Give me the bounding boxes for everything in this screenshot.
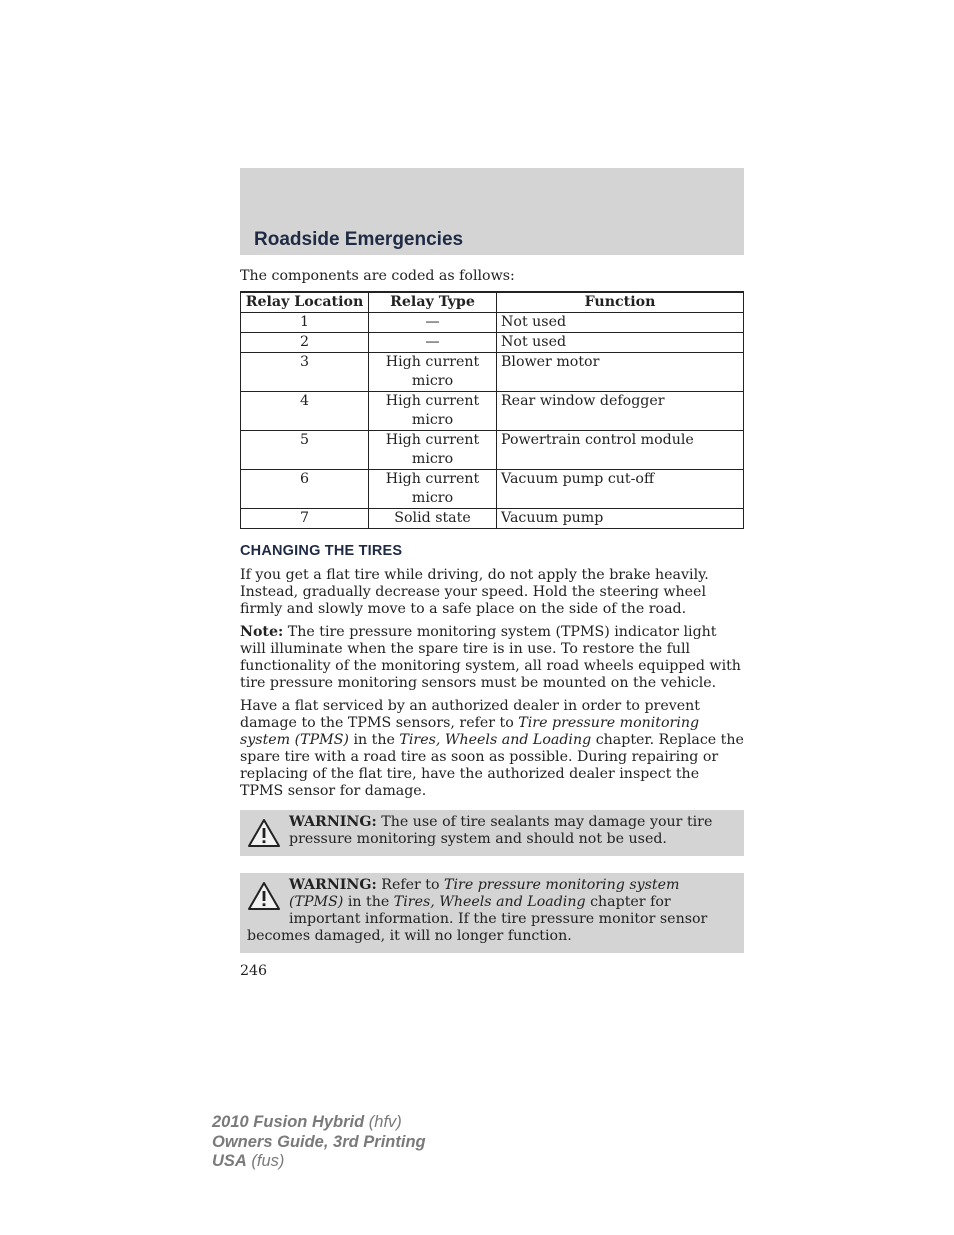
relay-type-cell: High current micro (369, 470, 497, 509)
warning-text: in the (343, 894, 394, 910)
warning-label: WARNING: (289, 877, 377, 893)
page-number: 246 (240, 963, 268, 979)
warning-text: chapter for important information. If the tire pressure monitor sensor becomes damaged, it will no longer function. (247, 894, 708, 944)
function-cell: Not used (497, 313, 744, 333)
relay-location-cell: 7 (241, 509, 369, 529)
section-heading: CHANGING THE TIRES (240, 543, 403, 559)
note-label: Note: (240, 624, 284, 640)
relay-location-cell: 4 (241, 392, 369, 431)
column-header-function: Function (497, 292, 744, 313)
warning-triangle-icon (247, 818, 281, 848)
column-header-relay-type: Relay Type (369, 292, 497, 313)
footer-guide: Owners Guide, 3rd Printing (212, 1132, 426, 1151)
warning-triangle-icon (247, 881, 281, 911)
warning-box (240, 810, 744, 856)
function-cell: Vacuum pump (497, 509, 744, 529)
table-row (241, 333, 744, 353)
warning-box (240, 873, 744, 953)
intro-text: The components are coded as follows: (240, 268, 515, 284)
relay-type-cell: Solid state (369, 509, 497, 529)
table-row (241, 353, 744, 392)
function-cell: Powertrain control module (497, 431, 744, 470)
relay-type-cell: — (369, 333, 497, 353)
table-row (241, 313, 744, 333)
paragraph-flat-tire: If you get a flat tire while driving, do not apply the brake heavily. Instead, gradually decrease your speed. Hold the steering wheel firmly and slowly move to a safe place on the side of the road. (240, 567, 709, 617)
table-header-row (241, 292, 744, 313)
paragraph-note (240, 624, 744, 692)
relay-location-cell: 6 (241, 470, 369, 509)
function-cell: Vacuum pump cut-off (497, 470, 744, 509)
function-cell: Rear window defogger (497, 392, 744, 431)
header-band (240, 168, 744, 255)
table-row (241, 509, 744, 529)
footer-model-code: (hfv) (364, 1113, 402, 1131)
relay-type-cell: — (369, 313, 497, 333)
reference-link-chapter: Tires, Wheels and Loading (393, 894, 586, 910)
footer-market: USA (212, 1152, 247, 1170)
warning-text: The use of tire sealants may damage your tire pressure monitoring system and should not be used. (289, 814, 713, 847)
footer-line-model (212, 1113, 426, 1133)
function-cell: Blower motor (497, 353, 744, 392)
document-footer (212, 1113, 426, 1172)
relay-type-cell: High current micro (369, 392, 497, 431)
footer-line-market (212, 1152, 426, 1172)
footer-line-guide (212, 1133, 426, 1153)
relay-type-cell: High current micro (369, 353, 497, 392)
footer-model: 2010 Fusion Hybrid (212, 1113, 365, 1131)
note-text: The tire pressure monitoring system (TPMS) indicator light will illuminate when the spare tire is in use. To restore the full functionality of the monitoring system, all road wheels equipped with tire pressure monitoring sensors must be mounted on the vehicle. (240, 624, 741, 691)
warning-text: Refer to (376, 877, 445, 893)
column-header-relay-location: Relay Location (241, 292, 369, 313)
reference-link-chapter: Tires, Wheels and Loading (399, 732, 592, 748)
reference-link-tpms: Tire pressure monitoring system (TPMS) (240, 715, 700, 748)
relay-table (240, 291, 744, 529)
function-cell: Not used (497, 333, 744, 353)
relay-location-cell: 1 (241, 313, 369, 333)
text-span: in the (348, 732, 400, 748)
content (240, 268, 744, 980)
paragraph-tpms-service (240, 698, 744, 800)
text-span: chapter. Replace the spare tire with a road tire as soon as possible. During repairing or replacing of the flat tire, have the authorized dealer inspect the TPMS sensor for damage. (240, 732, 744, 799)
relay-location-cell: 2 (241, 333, 369, 353)
table-row (241, 431, 744, 470)
text-span: Have a flat serviced by an authorized dealer in order to prevent damage to the TPMS sensors, refer to (240, 698, 700, 731)
table-row (241, 392, 744, 431)
reference-link-tpms: Tire pressure monitoring system (TPMS) (289, 877, 680, 910)
relay-type-cell: High current micro (369, 431, 497, 470)
page-title: Roadside Emergencies (254, 229, 464, 250)
footer-market-code: (fus) (246, 1152, 285, 1170)
relay-location-cell: 3 (241, 353, 369, 392)
relay-location-cell: 5 (241, 431, 369, 470)
warning-label: WARNING: (289, 814, 377, 830)
table-row (241, 470, 744, 509)
